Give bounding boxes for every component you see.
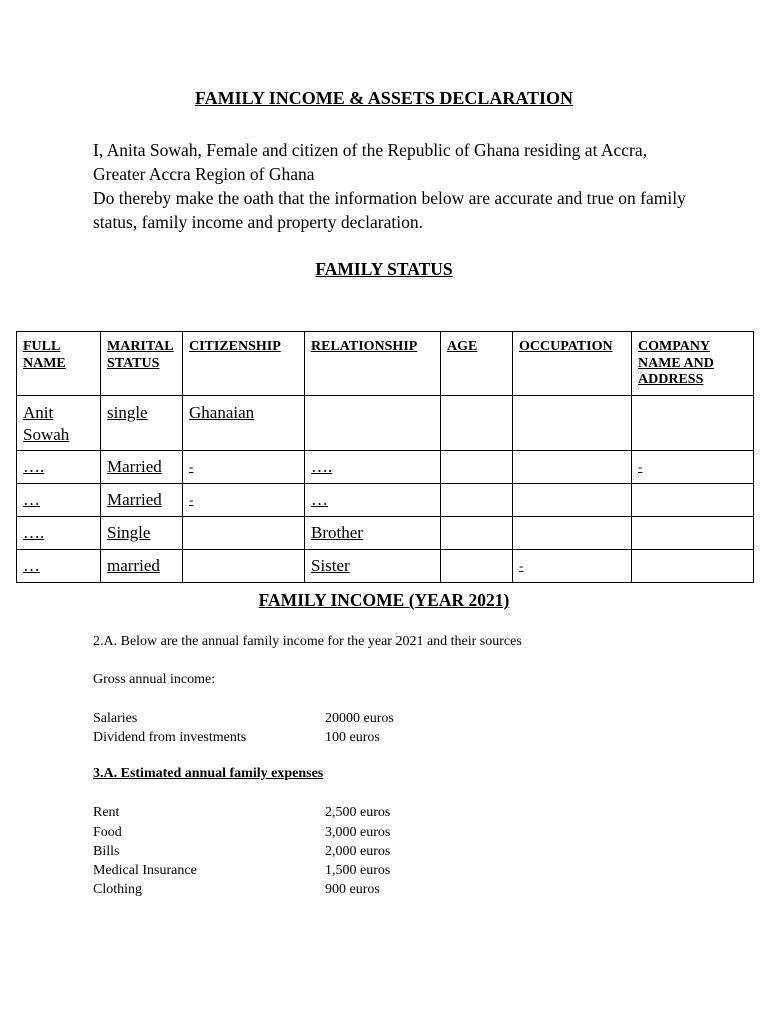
intro-line-2: Do thereby make the oath that the information below are accurate and true on family status, family income and property declaration.	[93, 188, 686, 232]
family-income-heading: FAMILY INCOME (YEAR 2021)	[258, 590, 510, 610]
table-header-row	[17, 332, 754, 396]
expense-item-value: 900 euros	[325, 882, 380, 897]
cell-occupation	[513, 517, 632, 550]
cell-citizenship	[183, 550, 305, 583]
cell-company	[632, 550, 754, 583]
expense-item-label: Clothing	[93, 882, 143, 897]
expense-item-value: 2,500 euros	[325, 805, 391, 820]
cell-marital-status: Single	[101, 517, 183, 550]
cell-full-name: ….	[17, 451, 101, 484]
cell-age	[441, 451, 513, 484]
table-row	[17, 517, 754, 550]
income-intro: 2.A. Below are the annual family income for the year 2021 and their sources	[93, 634, 522, 649]
expense-item-label: Food	[93, 825, 122, 840]
table-row	[17, 451, 754, 484]
expense-item-value: 2,000 euros	[325, 844, 391, 859]
income-item-value: 100 euros	[325, 730, 380, 745]
cell-relationship: …	[305, 484, 441, 517]
cell-full-name: …	[17, 484, 101, 517]
cell-company	[632, 517, 754, 550]
header-full-name: FULL NAME	[17, 332, 101, 396]
intro-line-1: I, Anita Sowah, Female and citizen of the Republic of Ghana residing at Accra, Greater Accra Region of Ghana	[93, 140, 647, 184]
cell-occupation	[513, 396, 632, 451]
expense-item-label: Rent	[93, 805, 120, 820]
document-title: FAMILY INCOME & ASSETS DECLARATION	[194, 88, 574, 108]
cell-marital-status: Married	[101, 451, 183, 484]
cell-age	[441, 484, 513, 517]
cell-relationship	[305, 396, 441, 451]
income-item-value: 20000 euros	[325, 711, 394, 726]
expense-item-value: 1,500 euros	[325, 863, 391, 878]
cell-citizenship	[183, 517, 305, 550]
income-item-label: Dividend from investments	[93, 730, 247, 745]
cell-relationship: Sister	[305, 550, 441, 583]
intro-paragraph	[93, 138, 693, 234]
header-occupation: OCCUPATION	[513, 332, 632, 396]
header-age: AGE	[441, 332, 513, 396]
cell-occupation: -	[513, 550, 632, 583]
header-marital-status: MARITAL STATUS	[101, 332, 183, 396]
table-row	[17, 484, 754, 517]
expenses-heading: 3.A. Estimated annual family expenses	[93, 766, 324, 781]
cell-occupation	[513, 451, 632, 484]
cell-citizenship: Ghanaian	[183, 396, 305, 451]
cell-company: -	[632, 451, 754, 484]
cell-full-name: Anit Sowah	[17, 396, 101, 451]
cell-marital-status: Married	[101, 484, 183, 517]
header-company: COMPANY NAME AND ADDRESS	[632, 332, 754, 396]
expense-item-label: Bills	[93, 844, 120, 859]
cell-marital-status: married	[101, 550, 183, 583]
table-row	[17, 396, 754, 451]
income-item-label: Salaries	[93, 711, 138, 726]
gross-income-label: Gross annual income:	[93, 672, 216, 687]
cell-occupation	[513, 484, 632, 517]
cell-relationship: Brother	[305, 517, 441, 550]
cell-citizenship: -	[183, 484, 305, 517]
cell-full-name: ….	[17, 517, 101, 550]
cell-age	[441, 550, 513, 583]
header-citizenship: CITIZENSHIP	[183, 332, 305, 396]
cell-marital-status: single	[101, 396, 183, 451]
header-relationship: RELATIONSHIP	[305, 332, 441, 396]
cell-relationship: ….	[305, 451, 441, 484]
family-status-table	[16, 331, 754, 583]
expense-item-label: Medical Insurance	[93, 863, 197, 878]
family-status-heading: FAMILY STATUS	[315, 259, 453, 279]
expense-item-value: 3,000 euros	[325, 825, 391, 840]
table-row	[17, 550, 754, 583]
cell-company	[632, 484, 754, 517]
cell-company	[632, 396, 754, 451]
cell-age	[441, 396, 513, 451]
cell-age	[441, 517, 513, 550]
cell-citizenship: -	[183, 451, 305, 484]
cell-full-name: …	[17, 550, 101, 583]
